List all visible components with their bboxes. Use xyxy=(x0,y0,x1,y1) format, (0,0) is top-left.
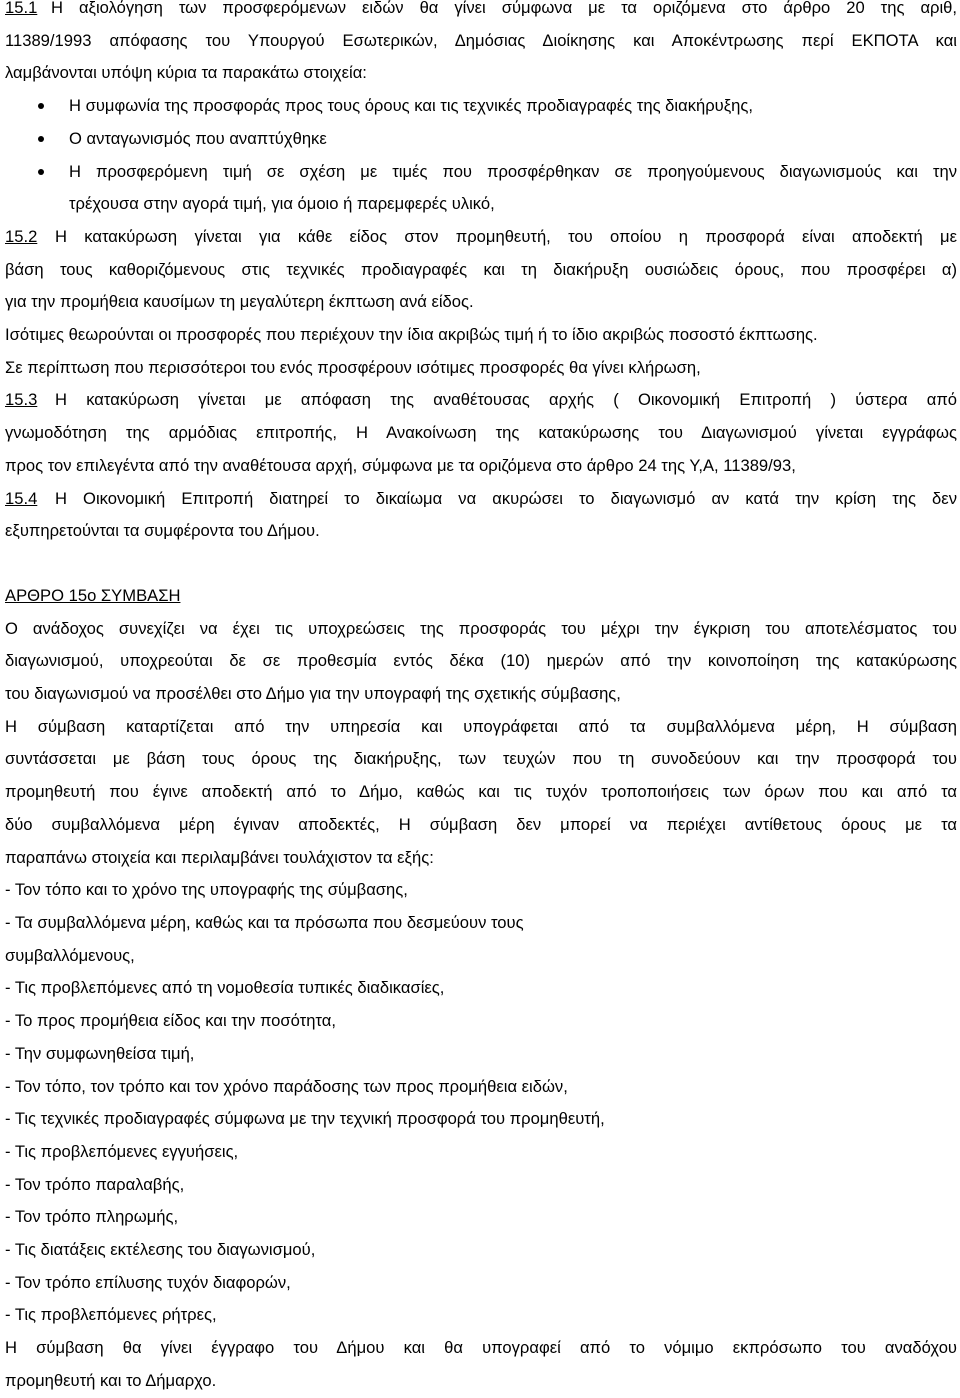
list-item: - Τις διατάξεις εκτέλεσης του διαγωνισμού, xyxy=(5,1240,316,1260)
list-item: συμβαλλόμενους, xyxy=(5,945,135,965)
list-item: - Τα συμβαλλόμενα μέρη, καθώς και τα πρόσωπα που δεσμεύουν τους xyxy=(5,912,524,932)
closing-line: προμηθευτή και το Δήμαρχο. xyxy=(5,1370,217,1390)
list-item: - Τον τρόπο πληρωμής, xyxy=(5,1207,179,1227)
list-item: - Τις προβλεπόμενες ρήτρες, xyxy=(5,1305,217,1325)
section-15-2-line-5: Σε περίπτωση που περισσότεροι του ενός προσφέρουν ισότιμες προσφορές θα γίνει κλήρωση, xyxy=(5,357,701,377)
section-15-2-line-1: 15.2 Η κατακύρωση γίνεται για κάθε είδος στον προμηθευτή, του οποίου η προσφορά είναι αποδεκτή με xyxy=(5,221,957,254)
section-15-2-line-3: για την προμήθεια καυσίμων τη μεγαλύτερη έκπτωση ανά είδος. xyxy=(5,292,474,312)
article-paragraph-line: συντάσσεται με βάση τους όρους της διακήρυξης, των τευχών που τη συνοδεύουν και την προσφορά του xyxy=(5,749,957,769)
bullet-item: Η συμφωνία της προσφοράς προς τους όρους και τις τεχνικές προδιαγραφές της διακήρυξης, xyxy=(5,90,957,123)
bullet-icon xyxy=(38,103,44,109)
section-number: 15.2 xyxy=(5,226,38,246)
list-item: - Το προς προμήθεια είδος και την ποσότητα, xyxy=(5,1011,336,1031)
section-15-4-line-1: 15.4 Η Οικονομική Επιτροπή διατηρεί το δικαίωμα να ακυρώσει το διαγωνισμό αν κατά την κρίση της δεν xyxy=(5,483,957,516)
section-15-1-line-3: λαμβάνονται υπόψη κύρια τα παρακάτω στοιχεία: xyxy=(5,63,367,83)
list-item: - Την συμφωνηθείσα τιμή, xyxy=(5,1043,195,1063)
section-15-1-line-1: 15.1 Η αξιολόγηση των προσφερόμενων ειδών θα γίνει σύμφωνα με τα οριζόμενα στο άρθρο 20 της αριθ, xyxy=(5,0,957,25)
list-item: - Τον τρόπο παραλαβής, xyxy=(5,1174,185,1194)
section-15-3-line-1: 15.3 Η κατακύρωση γίνεται με απόφαση της αναθέτουσας αρχής ( Οικονομική Επιτροπή ) ύστερα από xyxy=(5,384,957,417)
section-15-2-line-4: Ισότιμες θεωρούνται οι προσφορές που περιέχουν την ίδια ακριβώς τιμή ή το ίδιο ακριβώς ποσοστό έκπτωσης. xyxy=(5,325,818,345)
article-paragraph-line: παραπάνω στοιχεία και περιλαμβάνει τουλάχιστον τα εξής: xyxy=(5,847,434,867)
section-number: 15.3 xyxy=(5,390,38,410)
article-paragraph-line: Ο ανάδοχος συνεχίζει να έχει τις υποχρεώσεις της προσφοράς του μέχρι την έγκριση του αποτελέσματος του xyxy=(5,618,957,638)
bullet-icon xyxy=(38,169,44,175)
document-page xyxy=(5,0,957,1398)
bullet-continuation: τρέχουσα στην αγορά τιμή, για όμοιο ή παρεμφερές υλικό, xyxy=(69,194,495,214)
closing-line: Η σύμβαση θα γίνει έγγραφο του Δήμου και θα υπογραφεί από το νόμιμο εκπρόσωπο του αναδόχου xyxy=(5,1338,957,1358)
bullet-item: Η προσφερόμενη τιμή σε σχέση με τιμές που προσφέρθηκαν σε προηγούμενους διαγωνισμούς και την xyxy=(5,156,957,189)
bullet-icon xyxy=(38,136,44,142)
list-item: - Τις προβλεπόμενες εγγυήσεις, xyxy=(5,1141,239,1161)
article-paragraph-line: Η σύμβαση καταρτίζεται από την υπηρεσία και υπογράφεται από τα συμβαλλόμενα μέρη, Η σύμβαση xyxy=(5,716,957,736)
list-item: - Τον τόπο, τον τρόπο και τον χρόνο παράδοσης των προς προμήθεια ειδών, xyxy=(5,1076,568,1096)
section-15-1-line-2: 11389/1993 απόφασης του Υπουργού Εσωτερικών, Δημόσιας Διοίκησης και Αποκέντρωσης περί ΕΚΠΟΤΑ και xyxy=(5,30,957,50)
article-paragraph-line: προμηθευτή που έγινε αποδεκτή από το Δήμο, καθώς και τις τυχόν τροποποιήσεις των όρων που και από τα xyxy=(5,782,957,802)
section-15-3-line-2: γνωμοδότηση της αρμόδιας επιτροπής, Η Ανακοίνωση της κατακύρωσης του Διαγωνισμού γίνεται εγγράφως xyxy=(5,423,957,443)
list-item: - Τις προβλεπόμενες από τη νομοθεσία τυπικές διαδικασίες, xyxy=(5,978,445,998)
section-15-3-line-3: προς τον επιλεγέντα από την αναθέτουσα αρχή, σύμφωνα με τα οριζόμενα στο άρθρο 24 της Υ,Α, 11389/93, xyxy=(5,455,796,475)
list-item: - Τον τόπο και το χρόνο της υπογραφής της σύμβασης, xyxy=(5,880,408,900)
spacer xyxy=(5,548,957,580)
section-15-2-line-2: βάση τους καθοριζόμενους στις τεχνικές προδιαγραφές και τη διακήρυξη ουσιώδεις όρους, που προσφέρει α) xyxy=(5,259,957,279)
list-item: - Τις τεχνικές προδιαγραφές σύμφωνα με την τεχνική προσφορά του προμηθευτή, xyxy=(5,1109,605,1129)
article-paragraph-line: του διαγωνισμού να προσέλθει στο Δήμο για την υπογραφή της σχετικής σύμβασης, xyxy=(5,684,621,704)
section-number: 15.4 xyxy=(5,488,38,508)
list-item: - Τον τρόπο επίλυσης τυχόν διαφορών, xyxy=(5,1272,291,1292)
article-paragraph-line: δύο συμβαλλόμενα μέρη έγιναν αποδεκτές, Η σύμβαση δεν μπορεί να περιέχει αντίθετους όρους με τα xyxy=(5,814,957,834)
bullet-item: Ο ανταγωνισμός που αναπτύχθηκε xyxy=(5,123,957,156)
section-number: 15.1 xyxy=(5,0,38,17)
article-heading: ΑΡΘΡΟ 15ο ΣΥΜΒΑΣΗ xyxy=(5,585,181,605)
section-15-4-line-2: εξυπηρετούνται τα συμφέροντα του Δήμου. xyxy=(5,521,320,541)
article-paragraph-line: διαγωνισμού, υποχρεούται δε σε προθεσμία εντός δέκα (10) ημερών από την κοινοποίηση της κατακύρωσης xyxy=(5,651,957,671)
